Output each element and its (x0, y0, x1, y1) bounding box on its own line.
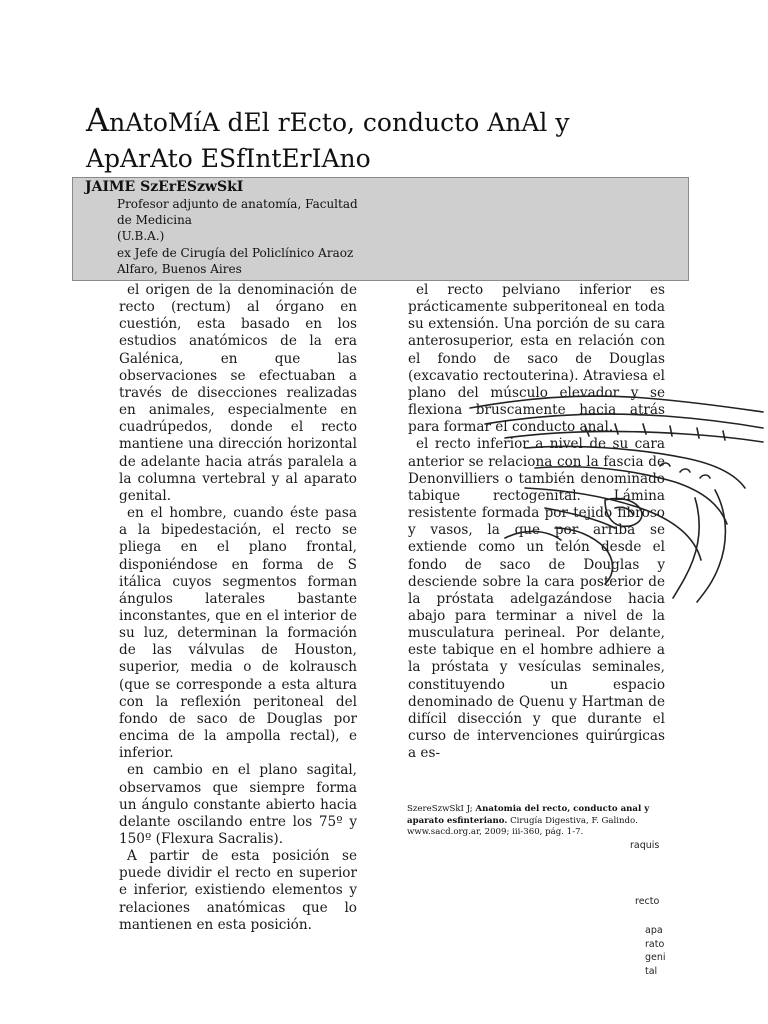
affiliation-line: de Medicina (117, 213, 192, 228)
citation (407, 804, 682, 839)
citation-journal: Cirugía Digestiva, F. Galindo. (510, 815, 638, 826)
author-name: JAIME SzErESzwSkI (85, 179, 244, 195)
citation-url-pages: www.sacd.org.ar, 2009; iii-360, pág. 1-7. (407, 827, 584, 837)
figure-label-genital (645, 924, 666, 978)
sketch-stroke (660, 463, 710, 478)
figure-label-raquis: raquis (630, 840, 660, 851)
citation-title: Anatomia del recto, conducto anal y aparato esfinteriano. (407, 804, 650, 826)
figure-label-line: geni (645, 952, 666, 963)
paragraph: en el hombre, cuando éste pasa a la bipedestación, el recto se pliega en el plano frontal, disponiéndose en forma de S itálica cuyos segmentos forman ángulos laterales bastante inconstantes, que en el interior de su luz, determinan la formación de las válvulas de Houston, superior, media o de kolrausch (que se corresponde a esta altura con la reflexión peritoneal del fondo de saco de Douglas por encima de la ampolla rectal), e inferior. (119, 505, 357, 762)
figure-label-recto: recto (635, 896, 660, 907)
figure-label-line: apa (645, 925, 663, 936)
body-column-left (119, 282, 357, 934)
affiliation-line: (U.B.A.) (117, 229, 165, 244)
affiliation-line: Alfaro, Buenos Aires (117, 261, 242, 276)
affiliation-line: Profesor adjunto de anatomía, Facultad (117, 197, 358, 211)
title-initial: A (86, 101, 110, 139)
sketch-stroke (673, 498, 699, 598)
figure-label-line: tal (645, 965, 658, 977)
body-column-right (408, 282, 665, 762)
figure-label-line: rato (645, 938, 665, 950)
title-line2: ApArAto ESfIntErIAno (86, 144, 371, 173)
author-affiliation (117, 196, 387, 277)
paragraph: en cambio en el plano sagital, observamos que siempre forma un ángulo constante abierto hacia delante oscilando entre los 75º y 150º (Flexura Sacralis). (119, 762, 357, 847)
paragraph: el recto inferior a nivel de su cara anterior se relaciona con la fascia de Denonvilliers o también denominado tabique rectogenital. Lámina resistente formada por tejido fibroso y vasos, la que por arriba se extiende como un telón desde el fondo de saco de Douglas y desciende sobre la cara posterior de la próstata adelgazándose hacia abajo para terminar a nivel de la musculatura perineal. Por delante, este tabique en el hombre adhiere a la próstata y vesículas seminales, constituyendo un espacio denominado de Quenu y Hartman de difícil disección y que durante el curso de intervenciones quirúrgicas a es- (408, 436, 665, 762)
article-title (86, 102, 706, 177)
sketch-stroke (697, 490, 725, 602)
citation-author: SzereSzwSkI J; (407, 804, 473, 814)
paragraph: el origen de la denominación de recto (rectum) al órgano en cuestión, esta basado en los estudios anatómicos de la era Galénica, en que las observaciones se efectuaban a través de disecciones realizadas en animales, especialmente en cuadrúpedos, donde el recto mantiene una dirección horizontal de adelante hacia atrás paralela a la columna vertebral y al aparato genital. (119, 282, 357, 504)
author-box (72, 177, 689, 281)
paragraph: el recto pelviano inferior es prácticamente subperitoneal en toda su extensión. Una porción de su cara anterosuperior, esta en relación con el fondo de saco de Douglas (excavatio rectouterina). Atraviesa el plano del músculo elevador y se flexiona bruscamente hacia atrás para formar el conducto anal. (408, 282, 665, 436)
title-line1: nAtoMíA dEl rEcto, conducto AnAl y (109, 108, 570, 137)
affiliation-line: ex Jefe de Cirugía del Policlínico Araoz (117, 245, 354, 260)
paragraph: A partir de esta posición se puede dividir el recto en superior e inferior, existiendo elementos y relaciones anatómicas que lo mantienen en esta posición. (119, 848, 357, 933)
